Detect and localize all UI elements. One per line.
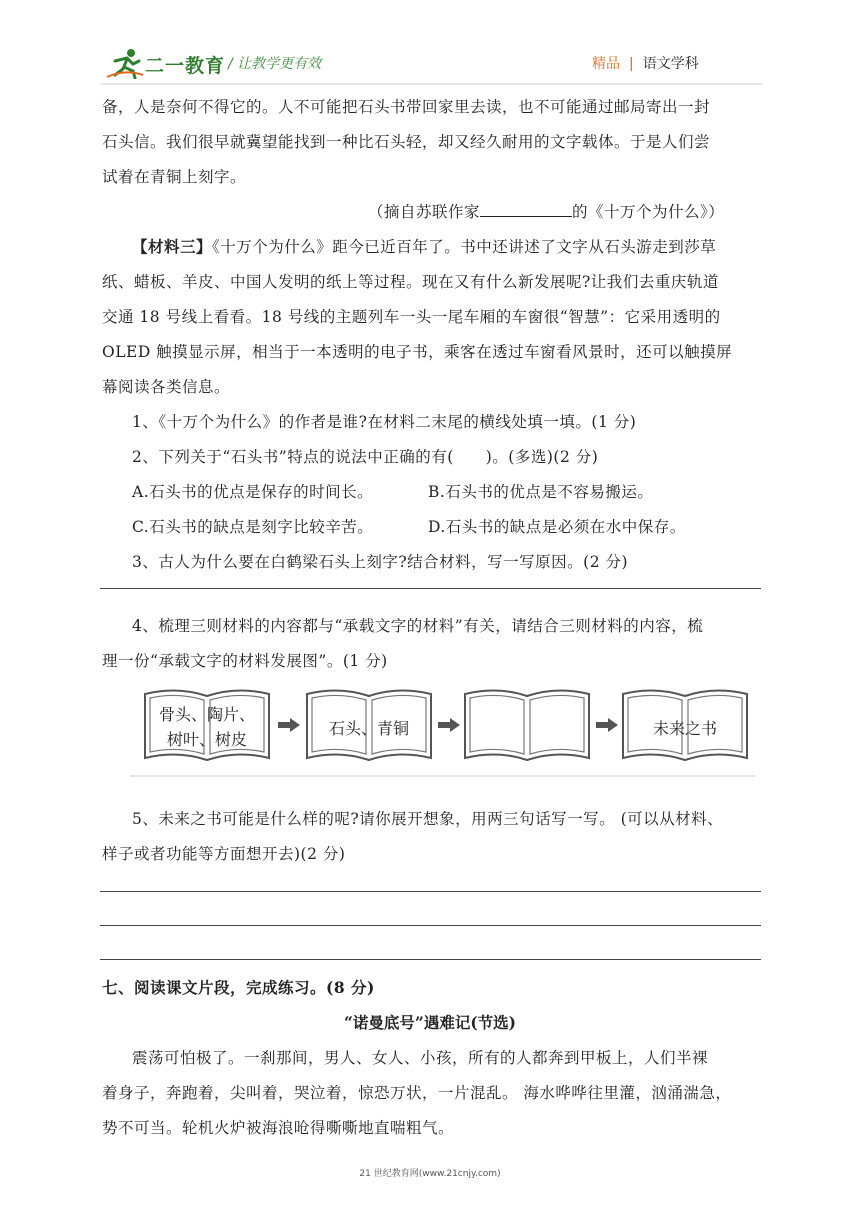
- book-text-line: 石头、青铜: [328, 719, 409, 738]
- book-future: [620, 686, 750, 766]
- passage-line: 石头信。我们很早就冀望能找到一种比石头轻，却又经久耐用的文字载体。于是人们尝: [102, 133, 711, 151]
- book-bone-pottery: [142, 686, 272, 766]
- question-3: 3、古人为什么要在白鹤梁石头上刻字?结合材料，写一写原因。(2 分): [132, 553, 629, 571]
- author-blank[interactable]: [480, 202, 572, 217]
- book-stone-bronze: [304, 686, 434, 766]
- runner-logo-icon: [105, 47, 145, 79]
- answer-line[interactable]: [100, 891, 761, 892]
- header-right: [592, 53, 699, 73]
- book-blank[interactable]: [462, 686, 592, 766]
- page-header: [0, 0, 860, 90]
- option-c[interactable]: C.石头书的缺点是刻字比较辛苦。: [132, 518, 374, 536]
- material3-line: OLED 触摸显示屏，相当于一本透明的电子书，乘客在透过车窗看风景时，还可以触摸屏: [102, 343, 733, 361]
- open-book-icon: [462, 686, 592, 766]
- excerpt-line: 震荡可怕极了。一刹那间，男人、女人、小孩，所有的人都奔到甲板上，人们半裸: [132, 1049, 709, 1067]
- answer-line[interactable]: [100, 959, 761, 960]
- passage-line: 备，人是奈何不得它的。人不可能把石头书带回家里去读，也不可能通过邮局寄出一封: [102, 98, 711, 116]
- quality-badge: 精品: [592, 56, 620, 72]
- question-4: 4、梳理三则材料的内容都与“承载文字的材料”有关，请结合三则材料的内容，梳: [132, 617, 704, 635]
- excerpt-line: 着身子，奔跑着，尖叫着，哭泣着，惊恐万状，一片混乱。 海水哗哗往里灌，汹涌湍急，: [102, 1084, 732, 1102]
- material3-line: 纸、蜡板、羊皮、中国人发明的纸上等过程。现在又有什么新发展呢?让我们去重庆轨道: [102, 273, 719, 291]
- material3-line: [132, 235, 716, 257]
- book-text-line: 骨头、陶片、: [158, 705, 255, 724]
- question-5: 5、未来之书可能是什么样的呢?请你展开想象，用两三句话写一写。 (可以从材料、: [132, 810, 724, 828]
- page-footer: 21 世纪教育网(www.21cnjy.com): [359, 1169, 501, 1179]
- question-5-cont: 样子或者功能等方面想开去)(2 分): [102, 845, 346, 863]
- header-separator: |: [629, 56, 634, 72]
- diagram-baseline: [130, 775, 755, 777]
- question-4-cont: 理一份“承载文字的材料发展图”。(1 分): [102, 652, 388, 670]
- material3-line: 幕阅读各类信息。: [102, 378, 231, 396]
- logo-text: 二一教育: [145, 55, 226, 77]
- source-citation: [368, 200, 724, 222]
- source-suffix: 的《十万个为什么》）: [572, 203, 725, 221]
- answer-line[interactable]: [100, 925, 761, 926]
- material3-label: 【材料三】: [132, 237, 213, 256]
- section-7-heading: 七、阅读课文片段，完成练习。(8 分): [102, 978, 375, 997]
- material3-line: 交通 18 号线上看看。18 号线的主题列车一头一尾车厢的车窗很“智慧”：它采用透明的: [102, 308, 721, 326]
- question-1: 1、《十万个为什么》的作者是谁?在材料二末尾的横线处填一填。(1 分): [132, 413, 637, 431]
- material-development-diagram: [130, 682, 755, 778]
- book-text-line: 树叶、树皮: [166, 730, 247, 749]
- excerpt-title: “诺曼底号”遇难记(节选): [344, 1013, 516, 1032]
- question-2: 2、下列关于“石头书”特点的说法中正确的有( )。(多选)(2 分): [132, 448, 599, 466]
- answer-line[interactable]: [100, 588, 761, 589]
- passage-line: 试着在青铜上刻字。: [102, 168, 247, 186]
- source-prefix: （摘自苏联作家: [368, 203, 481, 221]
- arrow-right-icon: [596, 718, 618, 732]
- option-a[interactable]: A.石头书的优点是保存的时间长。: [132, 483, 374, 501]
- slogan: / 让教学更有效: [228, 56, 322, 72]
- option-b[interactable]: B.石头书的优点是不容易搬运。: [428, 483, 654, 501]
- book-text-line: 未来之书: [652, 719, 717, 738]
- arrow-right-icon: [438, 718, 460, 732]
- header-divider: [100, 83, 762, 85]
- material3-text: 《十万个为什么》距今已近百年了。书中还讲述了文字从石头游走到莎草: [212, 238, 717, 256]
- excerpt-line: 势不可当。轮机火炉被海浪呛得嘶嘶地直喘粗气。: [102, 1119, 455, 1137]
- option-d[interactable]: D.石头书的缺点是必须在水中保存。: [428, 518, 686, 536]
- subject-label: 语文学科: [642, 56, 699, 72]
- arrow-right-icon: [278, 718, 300, 732]
